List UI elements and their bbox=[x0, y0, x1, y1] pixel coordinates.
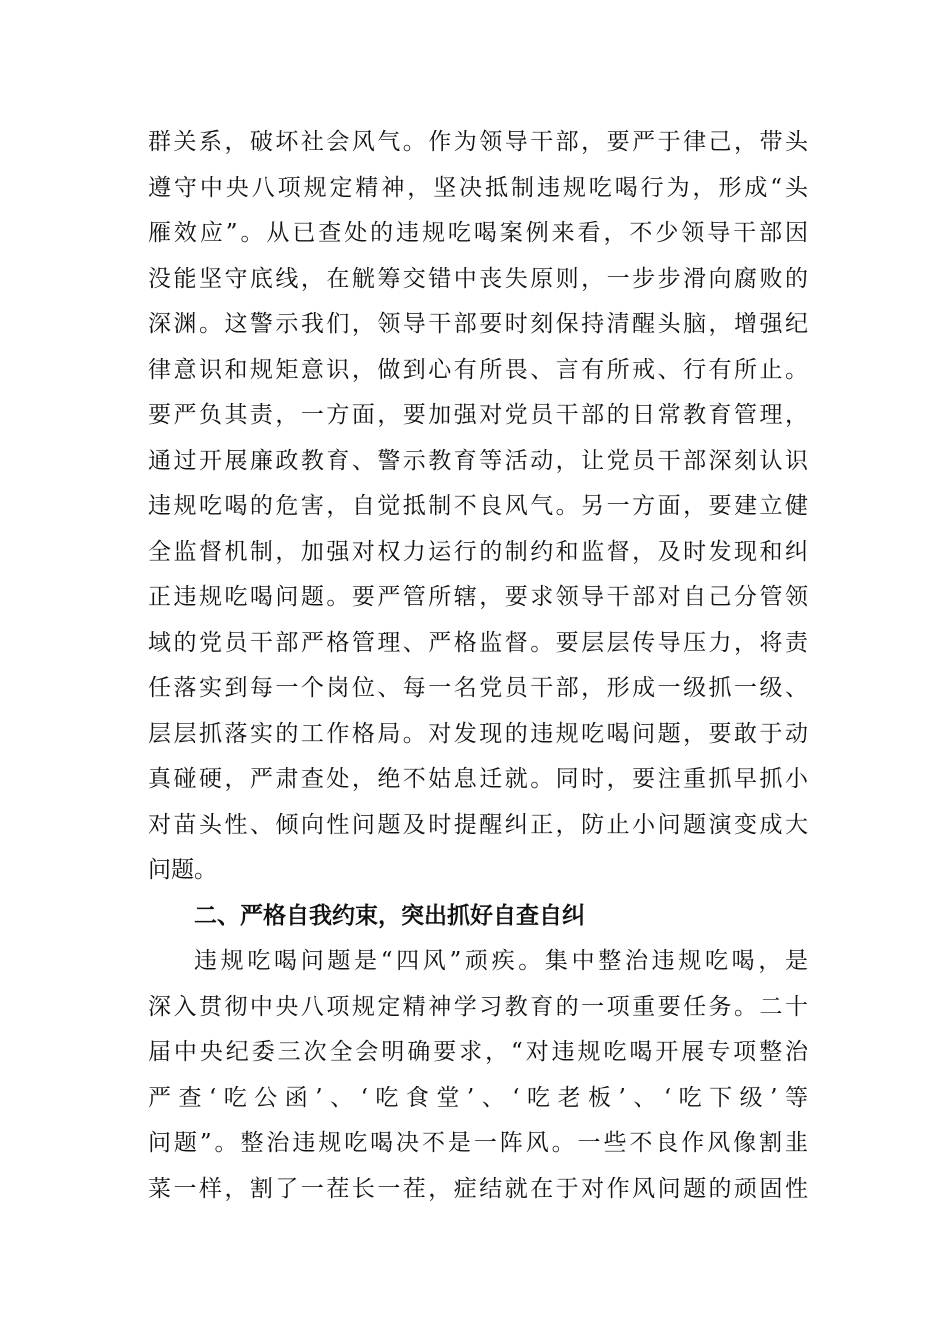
text-line: 问题。 bbox=[148, 857, 217, 883]
text-line: 深渊。这警示我们，领导干部要时刻保持清醒头脑，增强纪 bbox=[148, 311, 808, 337]
text-line: 域的党员干部严格管理、严格监督。要层层传导压力，将责 bbox=[148, 629, 808, 656]
text-line: 没能坚守底线，在觥筹交错中丧失原则，一步步滑向腐败的 bbox=[148, 265, 808, 292]
paragraph-2 bbox=[148, 939, 808, 1212]
text-line: 对苗头性、倾向性问题及时提醒纠正，防止小问题演变成大 bbox=[148, 811, 808, 838]
document-body bbox=[148, 120, 808, 1212]
paragraph-1 bbox=[148, 120, 808, 894]
text-line: 群关系，破坏社会风气。作为领导干部，要严于律己，带头 bbox=[148, 129, 808, 155]
text-line: 雁效应”。从已查处的违规吃喝案例来看，不少领导干部因 bbox=[148, 220, 808, 246]
text-line: 遵守中央八项规定精神，坚决抵制违规吃喝行为，形成“头 bbox=[148, 174, 808, 201]
section-heading: 二、严格自我约束，突出抓好自查自纠 bbox=[194, 902, 585, 929]
text-line: 违规吃喝问题是“四风”顽疾。集中整治违规吃喝，是 bbox=[194, 948, 808, 974]
text-line: 律意识和规矩意识，做到心有所畏、言有所戒、行有所止。 bbox=[148, 356, 808, 383]
text-line: 违规吃喝的危害，自觉抵制不良风气。另一方面，要建立健 bbox=[148, 493, 808, 519]
text-line: 通过开展廉政教育、警示教育等活动，让党员干部深刻认识 bbox=[148, 447, 808, 474]
text-line: 全监督机制，加强对权力运行的制约和监督，及时发现和纠 bbox=[148, 538, 808, 565]
text-line: 真碰硬，严肃查处，绝不姑息迁就。同时，要注重抓早抓小 bbox=[148, 766, 808, 792]
text-line: 任落实到每一个岗位、每一名党员干部，形成一级抓一级、 bbox=[148, 675, 808, 701]
text-line: 正违规吃喝问题。要严管所辖，要求领导干部对自己分管领 bbox=[148, 584, 808, 610]
text-line: 问题”。整治违规吃喝决不是一阵风。一些不良作风像割韭 bbox=[148, 1130, 808, 1156]
text-line: 要严负其责，一方面，要加强对党员干部的日常教育管理， bbox=[148, 402, 808, 428]
text-line: 届中央纪委三次全会明确要求，“对违规吃喝开展专项整治 bbox=[148, 1039, 808, 1065]
text-line: 深入贯彻中央八项规定精神学习教育的一项重要任务。二十 bbox=[148, 993, 808, 1020]
text-line: 层层抓落实的工作格局。对发现的违规吃喝问题，要敢于动 bbox=[148, 720, 808, 747]
text-line: 严查‘吃公函’、‘吃食堂’、‘吃老板’、‘吃下级’等 bbox=[148, 1084, 808, 1111]
text-line: 菜一样，割了一茬长一茬，症结就在于对作风问题的顽固性 bbox=[148, 1175, 808, 1202]
